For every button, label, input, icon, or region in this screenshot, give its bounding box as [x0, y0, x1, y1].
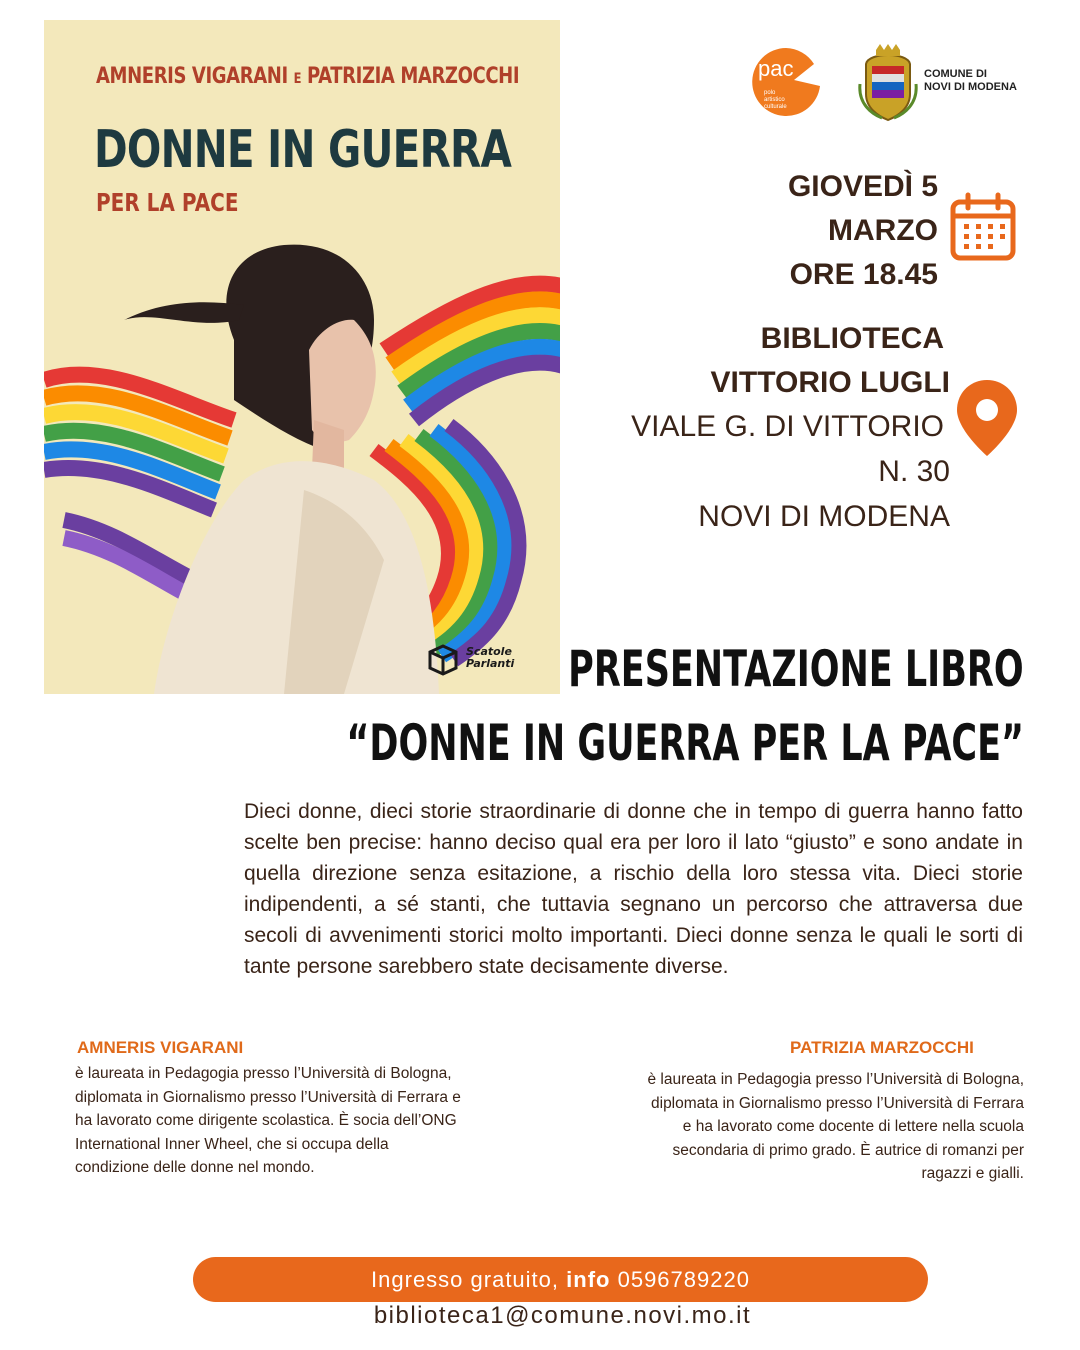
city: NOVI DI MODENA [698, 500, 950, 533]
contact-email[interactable]: biblioteca1@comune.novi.mo.it [373, 1302, 752, 1329]
comune-crest [858, 44, 918, 122]
event-time: ORE 18.45 [789, 258, 938, 291]
location-pin-icon [955, 378, 1019, 458]
svg-text:pac: pac [758, 56, 794, 81]
svg-text:artistico: artistico [764, 97, 785, 103]
author-name-left: AMNERIS VIGARANI [77, 1038, 244, 1057]
entry-text: Ingresso gratuito, [371, 1266, 560, 1292]
address-line1: VIALE G. DI VITTORIO [631, 410, 944, 443]
comune-label: COMUNE DI NOVI DI MODENA [924, 68, 1017, 93]
box-icon [426, 642, 460, 676]
headline-line1: PRESENTAZIONE LIBRO [568, 640, 1024, 698]
publisher-logo: Scatole Parlanti [426, 642, 526, 678]
event-month: MARZO [828, 214, 938, 247]
calendar-icon [948, 192, 1018, 262]
address-line2: N. 30 [878, 455, 950, 488]
svg-text:culturale: culturale [764, 104, 787, 110]
book-description: Dieci donne, dieci storie straordinarie di donne che in tempo di guerra hanno fatto scelte ben precise: hanno deciso qual era per loro il lato “giusto” e sono andate in quella direzione senza esitazione, a rischio della loro stessa vita. Dieci storie indipendenti, a sé stanti, che tuttavia segnano un percorso che attraversa due secoli di avvenimenti storici molto importanti. Dieci donne senza le quali le sorti di tante persone sarebbero state decisamente diverse. [244, 800, 1023, 978]
cover-title: DONNE IN GUERRA [94, 120, 512, 180]
info-label: info [566, 1266, 611, 1292]
venue-name-line1: BIBLIOTECA [760, 322, 944, 355]
phone-number[interactable]: 0596789220 [617, 1266, 750, 1292]
author-name-right: PATRIZIA MARZOCCHI [790, 1038, 974, 1057]
cover-authors: AMNERIS VIGARANI E PATRIZIA MARZOCCHI [96, 64, 520, 89]
book-cover [44, 20, 560, 694]
headline-line2: “DONNE IN GUERRA PER LA PACE” [346, 714, 1024, 772]
author-bio-left: è laureata in Pedagogia presso l’Università di Bologna, diplomata in Giornalismo presso l’Università di Ferrara e ha lavorato come dirigente scolastica. È socia dell’ONG International Inner Wheel, che si occupa della condizione delle donne nel mondo. [75, 1065, 461, 1176]
venue-name-line2: VITTORIO LUGLI [710, 366, 950, 399]
event-day: GIOVEDÌ 5 [787, 170, 938, 203]
cover-subtitle: PER LA PACE [96, 188, 239, 217]
entry-info-banner [193, 1257, 928, 1302]
svg-text:polo: polo [764, 90, 776, 96]
pac-logo [750, 46, 822, 118]
author-bio-right: è laureata in Pedagogia presso l’Università di Bologna, diplomata in Giornalismo presso l’Università di Ferrara e ha lavorato come docente di lettere nella scuola secondaria di primo grado. È autrice di romanzi per ragazzi e gialli. [647, 1071, 1024, 1182]
